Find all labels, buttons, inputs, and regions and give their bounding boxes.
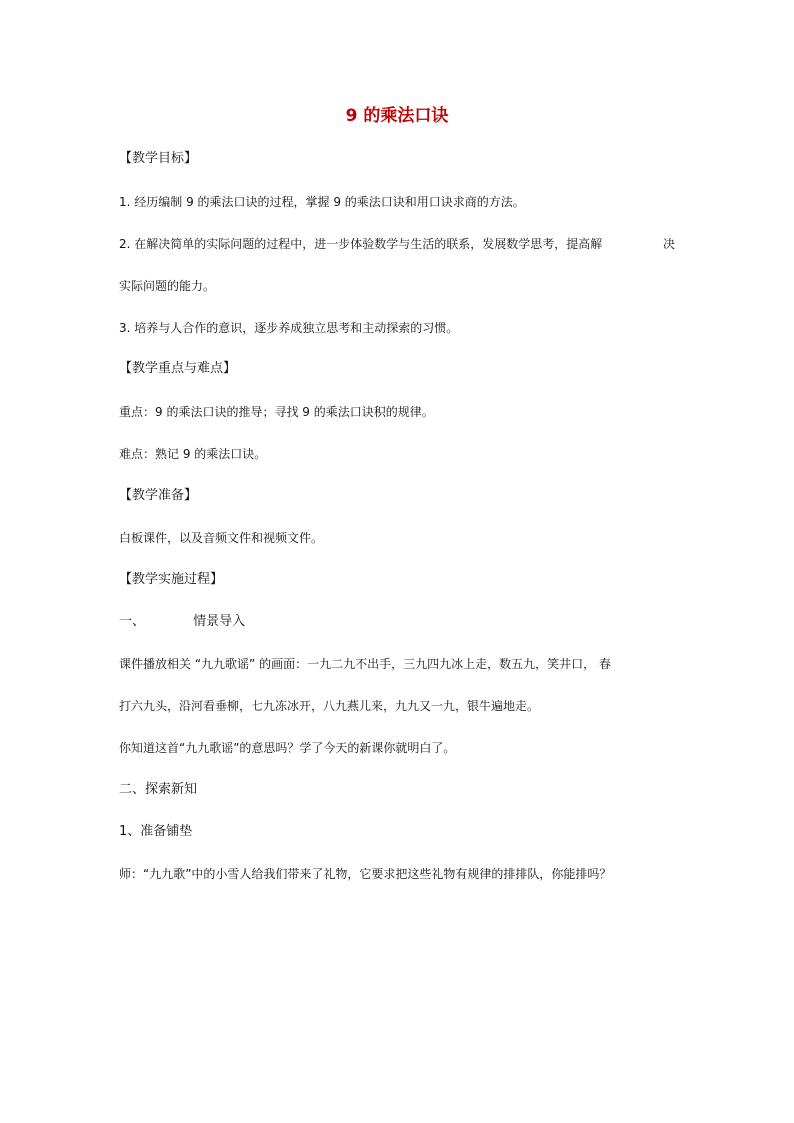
- objective-2-tail: 决: [662, 237, 675, 251]
- part1-text-b: 打六九头，沿河看垂柳，七九冻冰开，八九燕儿来，九九又一九，银牛遍地走。: [119, 699, 540, 713]
- process-heading: 【教学实施过程】: [119, 572, 224, 587]
- objective-3: 3. 培养与人合作的意识，逐步养成独立思考和主动探索的习惯。: [119, 321, 459, 335]
- part2-sub1: 1、准备铺垫: [119, 824, 193, 839]
- part1-question: 你知道这首“九九歌谣”的意思吗？学了今天的新课你就明白了。: [119, 741, 456, 755]
- difficulty: 难点：熟记 9 的乘法口诀。: [119, 447, 267, 461]
- part1-title: 情景导入: [193, 614, 246, 629]
- part2-heading: 二、探索新知: [119, 782, 198, 797]
- objective-2-line: [119, 234, 675, 254]
- part2-teacher-text: 师：“九九歌”中的小雪人给我们带来了礼物，它要求把这些礼物有规律的排排队，你能排吗？: [119, 867, 612, 881]
- part1-text-a: 课件播放相关 “九九歌谣” 的画面：一九二九不出手，三九四九冰上走，数五九，笑井口， 春: [119, 657, 611, 671]
- key-points-heading: 【教学重点与难点】: [119, 361, 237, 376]
- part1-heading: [119, 612, 245, 632]
- objectives-heading: 【教学目标】: [119, 151, 198, 166]
- document-title: 9 的乘法口诀: [345, 106, 449, 126]
- objective-2-text: 2. 在解决简单的实际问题的过程中，进一步体验数学与生活的联系，发展数学思考，提高解: [119, 237, 603, 251]
- prep-heading: 【教学准备】: [119, 488, 198, 503]
- objective-1: 1. 经历编制 9 的乘法口诀的过程，掌握 9 的乘法口诀和用口诀求商的方法。: [119, 195, 525, 209]
- key-point: 重点：9 的乘法口诀的推导；寻找 9 的乘法口诀积的规律。: [119, 405, 434, 419]
- prep-text: 白板课件，以及音频文件和视频文件。: [119, 531, 324, 545]
- objective-2-continuation: 实际问题的能力。: [119, 279, 216, 293]
- part1-number: 一、: [119, 614, 146, 629]
